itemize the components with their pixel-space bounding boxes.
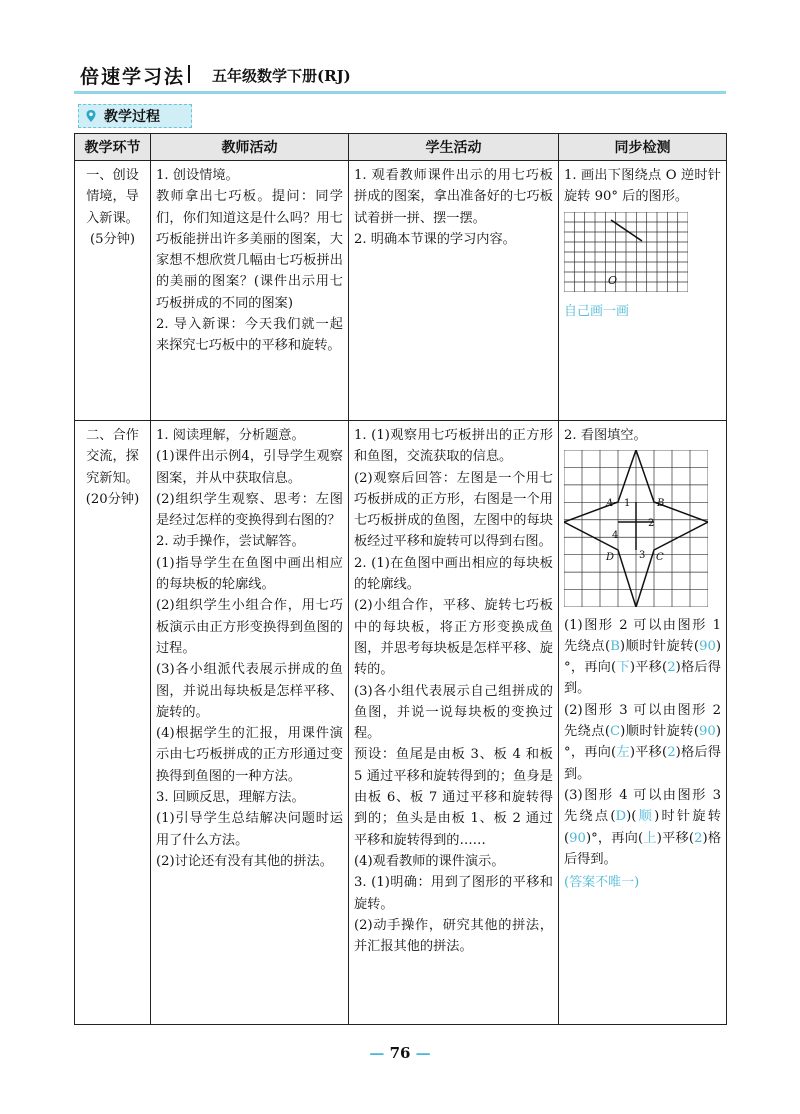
student-text: 2. 明确本节课的学习内容。	[354, 231, 516, 247]
table-header-row	[75, 134, 727, 161]
teacher-text: (1)指导学生在鱼图中画出相应的每块板的轮廓线。	[156, 555, 343, 593]
answer: 左	[616, 745, 630, 761]
label-a: A	[606, 498, 614, 510]
teacher-text: 2. 动手操作，尝试解答。	[156, 534, 305, 550]
teacher-text: (2)组织学生观察、思考：左图是经过怎样的变换得到右图的？	[156, 491, 343, 529]
answer: 下	[616, 660, 630, 676]
stage-cell: 一、创设情境，导入新课。(5分钟)	[75, 161, 151, 421]
answer-note: (答案不唯一)	[564, 875, 640, 891]
student-text: (2)动手操作，研究其他的拼法，并汇报其他的拼法。	[354, 917, 553, 955]
section-tag	[78, 104, 192, 128]
student-text: 1. (1)观察用七巧板拼出的正方形和鱼图，交流获取的信息。	[354, 428, 553, 465]
student-text: (3)各小组代表展示自己组拼成的鱼图，并说一说每块板的变换过程。	[354, 683, 553, 742]
teacher-text: (2)组织学生小组合作，用七巧板演示由正方形变换得到鱼图的过程。	[156, 598, 343, 656]
teacher-text: 1. 阅读理解，分析题意。	[156, 428, 305, 443]
label-2: 2	[648, 518, 655, 530]
header-divider	[188, 65, 190, 83]
teacher-text: 3. 回顾反思，理解方法。	[156, 790, 305, 806]
check-cell	[559, 161, 727, 421]
label-b: B	[657, 498, 665, 510]
label-c: C	[656, 552, 664, 564]
student-text: 3. (1)明确：用到了图形的平移和旋转。	[354, 875, 553, 912]
check-question: 1. 画出下图绕点 O 逆时针旋转 90° 后的图形。	[564, 168, 721, 205]
teacher-text: (1)课件出示例4，引导学生观察图案，并从中获取信息。	[156, 449, 343, 486]
answer: 90	[569, 830, 586, 846]
stage-cell: 二、合作交流，探究新知。(20分钟)	[75, 421, 151, 1025]
section-title: 教学过程	[104, 109, 160, 125]
answer: 2	[667, 745, 676, 761]
student-text: (2)观察后回答：左图是一个用七巧板拼成的正方形，右图是一个用七巧板拼成的鱼图，左图中的每块板经过平移和旋转可以得到右图。	[354, 470, 553, 550]
student-text: 预设：鱼尾是由板 3、板 4 和板 5 通过平移和旋转得到的；鱼身是由板 6、板 7 通过平移和旋转得到的；鱼头是由板 1、板 2 通过平移和旋转得到的……	[354, 747, 553, 848]
header-teacher: 教师活动	[151, 134, 349, 161]
answer: 2	[694, 830, 703, 846]
student-cell	[349, 161, 559, 421]
teacher-cell	[151, 421, 349, 1025]
label-1: 1	[624, 498, 631, 510]
fill-question-3: (3)图形 4 可以由图形 3 先绕点(D)(顺)时针旋转(90)°，再向(上)平移(2)格后得到。	[564, 787, 722, 867]
page-number: — 76 —	[369, 1044, 431, 1062]
teacher-text: 教师拿出七巧板。提问：同学们，你们知道这是什么吗？用七巧板能拼出许多美丽的图案，大家想不想欣赏几幅由七巧板拼出的美丽的图案？(课件出示用七巧板拼成的不同的图案)	[156, 189, 343, 311]
label-d: D	[606, 552, 615, 564]
fill-question-1: (1)图形 2 可以由图形 1 先绕点(B)顺时针旋转(90)°，再向(下)平移(2)格后得到。	[564, 617, 721, 697]
answer: D	[615, 809, 627, 825]
answer: B	[610, 638, 620, 654]
draw-hint: 自己画一画	[564, 303, 630, 319]
label-3: 3	[639, 550, 646, 562]
header-stage: 教学环节	[75, 134, 151, 161]
lesson-table	[74, 133, 727, 1025]
table-row	[75, 161, 727, 421]
teacher-text: (2)讨论还有没有其他的拼法。	[156, 853, 333, 869]
header-check: 同步检测	[559, 134, 727, 161]
header-student: 学生活动	[349, 134, 559, 161]
answer: 90	[699, 638, 716, 654]
check-question: 2. 看图填空。	[564, 428, 647, 443]
star-grid-figure	[564, 450, 708, 607]
student-text: 2. (1)在鱼图中画出相应的每块板的轮廓线。	[354, 555, 553, 593]
point-o-label: O	[608, 273, 618, 287]
answer: 90	[699, 724, 716, 740]
teacher-text: (3)各小组派代表展示拼成的鱼图，并说出每块板是怎样平移、旋转的。	[156, 662, 343, 720]
teacher-cell	[151, 161, 349, 421]
rotation-grid-figure	[564, 212, 688, 292]
answer: 上	[643, 830, 657, 846]
book-title: 五年级数学下册(RJ)	[212, 67, 351, 85]
teacher-text: 2. 导入新课：今天我们就一起来探究七巧板中的平移和旋转。	[156, 317, 343, 354]
student-text: (4)观看教师的课件演示。	[354, 853, 505, 869]
label-4: 4	[612, 530, 619, 542]
page-header	[74, 56, 726, 92]
teacher-text: (4)根据学生的汇报，用课件演示由七巧板拼成的正方形通过变换得到鱼图的一种方法。	[156, 726, 343, 784]
student-cell	[349, 421, 559, 1025]
student-text: 1. 观看教师课件出示的用七巧板拼成的图案，拿出准备好的七巧板试着拼一拼、摆一摆。	[354, 168, 553, 226]
brand-title: 倍速学习法	[80, 66, 186, 88]
check-cell	[559, 421, 727, 1025]
fill-question-2: (2)图形 3 可以由图形 2 先绕点(C)顺时针旋转(90)°，再向(左)平移(2)格后得到。	[564, 702, 721, 782]
teacher-text: (1)引导学生总结解决问题时运用了什么方法。	[156, 811, 343, 848]
answer: C	[610, 724, 621, 740]
table-row	[75, 421, 727, 1025]
location-pin-icon	[84, 109, 98, 123]
teacher-text: 1. 创设情境。	[156, 168, 239, 183]
answer: 顺	[636, 809, 655, 825]
student-text: (2)小组合作，平移、旋转七巧板中的每块板，将正方形变换成鱼图，并思考每块板是怎样平移、旋转的。	[354, 598, 553, 678]
answer: 2	[667, 660, 676, 676]
header-rule	[74, 91, 726, 94]
